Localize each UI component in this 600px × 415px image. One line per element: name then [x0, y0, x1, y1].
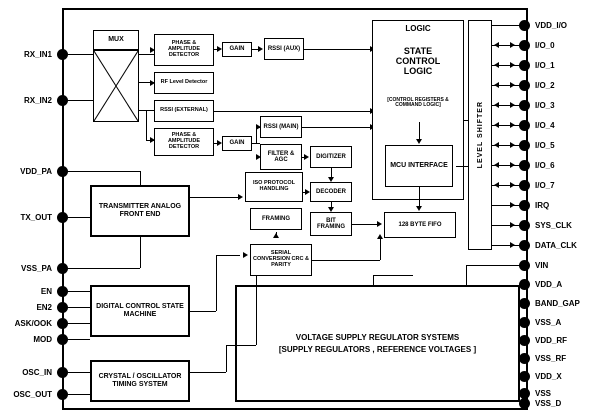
wire-vss-rf	[520, 358, 524, 359]
pad-ask-ook	[57, 318, 68, 329]
mux-switch-body	[93, 50, 139, 122]
pad-label-rx-in2: RX_IN2	[23, 96, 52, 105]
digital-control-state-machine	[90, 285, 190, 337]
wire-osc-to-logic	[226, 345, 256, 346]
pad-label-vdd-a: VDD_A	[535, 280, 563, 289]
arrow-filter-in	[256, 154, 261, 160]
wire-logic-supply-h	[373, 275, 413, 276]
wire-mcu-to-ls	[456, 166, 468, 167]
arrow-io0-in	[494, 42, 499, 48]
arrow-sysclk-out	[510, 222, 515, 228]
wire-vdd-a	[520, 284, 524, 285]
wire-rssi-ext-to-logic	[214, 111, 372, 112]
arrow-io5-out	[510, 142, 515, 148]
arrow-io6-in	[494, 162, 499, 168]
pad-label-vdd-rf: VDD_RF	[535, 336, 568, 345]
pad-label-vss-pa: VSS_PA	[21, 264, 52, 273]
wire-osc-up	[226, 345, 227, 372]
arrow-rssi-main-in	[256, 124, 261, 130]
level-shifter-label: LEVEL SHIFTER	[476, 101, 484, 169]
phase-amplitude-detector-top	[154, 34, 214, 66]
arrow-into-rf-level	[150, 80, 155, 86]
mcu-interface	[385, 145, 453, 187]
wire-vss	[520, 393, 524, 394]
pad-tx-out	[57, 212, 68, 223]
arrow-bitframing-in	[328, 207, 334, 212]
pad-label-io-2: I/O_2	[535, 81, 555, 90]
wire-logic-to-ls	[464, 120, 468, 121]
pad-label-vss-d: VSS_D	[535, 399, 562, 408]
wire-en	[68, 291, 90, 292]
wire-vdd-rf	[520, 340, 524, 341]
wire-rssi-aux-to-logic	[304, 49, 372, 50]
arrow-decoder-from-iso	[305, 189, 310, 195]
arrow-fifo-in	[377, 221, 382, 227]
wire-ls-irq	[492, 205, 522, 206]
pad-osc-out	[57, 389, 68, 400]
arrow-io1-in	[494, 62, 499, 68]
wire-vsspa-h	[90, 268, 140, 269]
arrow-io3-out	[510, 102, 515, 108]
pad-rx-in2	[57, 95, 68, 106]
gain-top: GAIN	[222, 42, 252, 57]
arrow-digitizer-in	[304, 154, 309, 160]
wire-mux-down-pad	[146, 110, 147, 140]
wire-bitframing-to-fifo	[352, 224, 378, 225]
mux-cross-icon	[94, 51, 138, 121]
crystal-osc-label: CRYSTAL / OSCILLATOR TIMING SYSTEM	[98, 373, 182, 388]
mux-block: MUX	[93, 30, 139, 50]
rf-level-detector-label: RF Level Detector	[160, 79, 208, 86]
wire-mux-out-top	[139, 54, 154, 55]
filter-agc	[260, 144, 302, 170]
logic-label: LOGIC	[405, 24, 431, 33]
arrow-io4-in	[494, 122, 499, 128]
pad-rx-in1	[57, 49, 68, 60]
pad-label-tx-out: TX_OUT	[20, 213, 52, 222]
pad-label-sys-clk: SYS_CLK	[535, 221, 572, 230]
rssi-main-label: RSSI (MAIN)	[263, 123, 299, 130]
voltage-supply-regulator-systems	[235, 285, 520, 402]
wire-osc-out	[68, 394, 90, 395]
wire-tafe-to-logic-h	[190, 197, 240, 198]
arrow-io4-out	[510, 122, 515, 128]
rssi-aux	[264, 38, 304, 60]
wire-vddpa-to-tafe	[140, 171, 141, 185]
wire-vdd-pa	[68, 171, 90, 172]
pad-label-io-7: I/O_7	[535, 181, 555, 190]
state-control-logic	[380, 40, 456, 84]
arrow-io5-in	[494, 142, 499, 148]
wire-ls-dataclk	[492, 245, 522, 246]
pad-osc-in	[57, 367, 68, 378]
arrow-into-pad-top	[150, 47, 155, 53]
arrow-gain-top-in	[217, 46, 222, 52]
state-control-sub-label: [CONTROL REGISTERS & COMMAND LOGIC]	[387, 96, 449, 108]
wire-osc-out-right	[190, 372, 226, 373]
wire-mod	[68, 339, 90, 340]
wire-dcsm-up	[216, 255, 217, 311]
iso-protocol-handling	[245, 172, 303, 202]
wire-logic-supply	[373, 275, 374, 285]
wire-ask-ook	[68, 323, 90, 324]
arrow-io3-in	[494, 102, 499, 108]
pad-en	[57, 286, 68, 297]
fifo: 128 BYTE FIFO	[384, 212, 456, 238]
wire-rx-in2	[68, 100, 93, 101]
serial-conversion-label: SERIAL CONVERSION CRC & PARITY	[253, 250, 309, 268]
bit-framing-label: BIT FRAMING	[317, 217, 345, 230]
bit-framing	[310, 212, 352, 236]
arrow-io2-out	[510, 82, 515, 88]
arrow-io1-out	[510, 62, 515, 68]
wire-ls-sysclk	[492, 225, 522, 226]
pad-label-vss-a: VSS_A	[535, 318, 562, 327]
wire-scl-to-mcu	[419, 122, 420, 139]
wire-vss-a	[520, 322, 524, 323]
wire-vin-v	[466, 265, 467, 285]
pad-label-osc-in: OSC_IN	[22, 368, 52, 377]
pad-label-vdd-x: VDD_X	[535, 372, 562, 381]
phase-amplitude-detector-top-label: PHASE & AMPLITUDE DETECTOR	[167, 40, 201, 58]
arrow-io7-out	[510, 182, 515, 188]
wire-osc-in	[68, 372, 90, 373]
pad-en2	[57, 302, 68, 313]
pad-label-io-4: I/O_4	[535, 121, 555, 130]
pad-label-io-0: I/O_0	[535, 41, 555, 50]
transmitter-analog-front-end	[90, 185, 190, 237]
wire-digitizer-to-decoder	[331, 168, 332, 177]
wire-tx-out	[68, 217, 90, 218]
pad-label-vss-rf: VSS_RF	[535, 354, 567, 363]
voltage-supply-label: VOLTAGE SUPPLY REGULATOR SYSTEMS	[295, 333, 460, 342]
wire-gain-to-split	[252, 143, 260, 144]
arrow-io0-out	[510, 42, 515, 48]
rssi-external	[154, 100, 214, 122]
digitizer: DIGITIZER	[310, 146, 352, 168]
wire-dcsm-right	[190, 311, 216, 312]
arrow-serial-up-fifo	[377, 234, 383, 239]
pad-label-vdd-io: VDD_I/O	[535, 21, 568, 30]
arrow-tafe-out	[238, 194, 243, 200]
pad-label-vss: VSS	[535, 389, 552, 398]
pad-label-vdd-pa: VDD_PA	[20, 167, 52, 176]
wire-vdd-x	[520, 376, 524, 377]
pad-label-osc-out: OSC_OUT	[13, 390, 52, 399]
wire-serial-to-fifo-v	[380, 238, 381, 260]
wire-rx-in1	[68, 54, 93, 55]
state-control-sub	[380, 88, 456, 118]
pad-label-en2: EN2	[36, 303, 52, 312]
pad-label-io-5: I/O_5	[535, 141, 555, 150]
arrow-io6-out	[510, 162, 515, 168]
arrow-framing-up	[273, 233, 279, 238]
pad-vss-pa	[57, 263, 68, 274]
wire-rssi-main-to-logic	[302, 127, 372, 128]
pad-label-irq: IRQ	[535, 201, 550, 210]
voltage-supply-sub-label: [SUPPLY REGULATORS , REFERENCE VOLTAGES ]	[278, 345, 477, 354]
filter-agc-label: FILTER & AGC	[267, 150, 295, 163]
digital-control-sm-label: DIGITAL CONTROL STATE MACHINE	[96, 303, 184, 318]
pad-label-io-6: I/O_6	[535, 161, 555, 170]
serial-conversion	[250, 244, 312, 276]
pad-label-en: EN	[40, 287, 52, 296]
gain-bottom: GAIN	[222, 136, 252, 151]
wire-vin-h	[466, 265, 522, 266]
pad-label-band-gap: BAND_GAP	[535, 299, 580, 308]
rf-level-detector	[154, 72, 214, 94]
arrow-into-pad-bottom	[150, 137, 155, 143]
mcu-interface-label: MCU INTERFACE	[390, 162, 448, 170]
crystal-oscillator-timing-system	[90, 360, 190, 402]
pad-label-vin: VIN	[535, 261, 549, 270]
wire-osc-up2	[256, 276, 257, 345]
rssi-external-label: RSSI (EXTERNAL)	[160, 107, 208, 114]
pad-label-rx-in1: RX_IN1	[23, 50, 52, 59]
decoder: DECODER	[310, 182, 352, 202]
wire-vss-d	[520, 403, 524, 404]
wire-tafe-to-vsspa	[140, 237, 141, 268]
wire-vddpa-h	[90, 171, 140, 172]
wire-en2	[68, 307, 90, 308]
rssi-aux-label: RSSI (AUX)	[267, 45, 301, 52]
arrow-serial-in	[243, 252, 248, 258]
wire-ls-vdd-io	[492, 25, 522, 26]
pad-label-mod: MOD	[33, 335, 52, 344]
iso-protocol-handling-label: ISO PROTOCOL HANDLING	[252, 180, 296, 192]
pad-mod	[57, 334, 68, 345]
pad-label-data-clk: DATA_CLK	[535, 241, 577, 250]
wire-serial-to-fifo-h	[312, 260, 380, 261]
wire-band-gap	[520, 303, 524, 304]
wire-dcsm-to-serial	[216, 255, 240, 256]
level-shifter	[468, 20, 492, 250]
arrow-irq-out	[510, 202, 515, 208]
framing: FRAMING	[250, 208, 302, 230]
arrow-dataclk-out	[510, 242, 515, 248]
rssi-main	[260, 116, 302, 138]
arrow-io7-in	[494, 182, 499, 188]
arrow-gain-bottom-in	[217, 140, 222, 146]
transmitter-afe-label: TRANSMITTER ANALOG FRONT END	[98, 203, 182, 218]
pad-label-io-3: I/O_3	[535, 101, 555, 110]
wire-mcu-to-fifo	[419, 187, 420, 207]
pad-label-ask-ook: ASK/OOK	[14, 319, 52, 328]
phase-amplitude-detector-bottom-label: PHASE & AMPLITUDE DETECTOR	[167, 132, 201, 150]
state-control-logic-label: STATE CONTROL LOGIC	[395, 46, 441, 76]
arrow-io2-in	[494, 82, 499, 88]
arrow-rssi-aux-in	[258, 46, 263, 52]
arrow-mcu-in	[416, 139, 422, 144]
pad-vdd-pa	[57, 166, 68, 177]
wire-vss-pa	[68, 268, 90, 269]
arrow-fifo-from-mcu	[416, 206, 422, 211]
arrow-decoder-in	[328, 177, 334, 182]
phase-amplitude-detector-bottom	[154, 128, 214, 156]
pad-label-io-1: I/O_1	[535, 61, 555, 70]
